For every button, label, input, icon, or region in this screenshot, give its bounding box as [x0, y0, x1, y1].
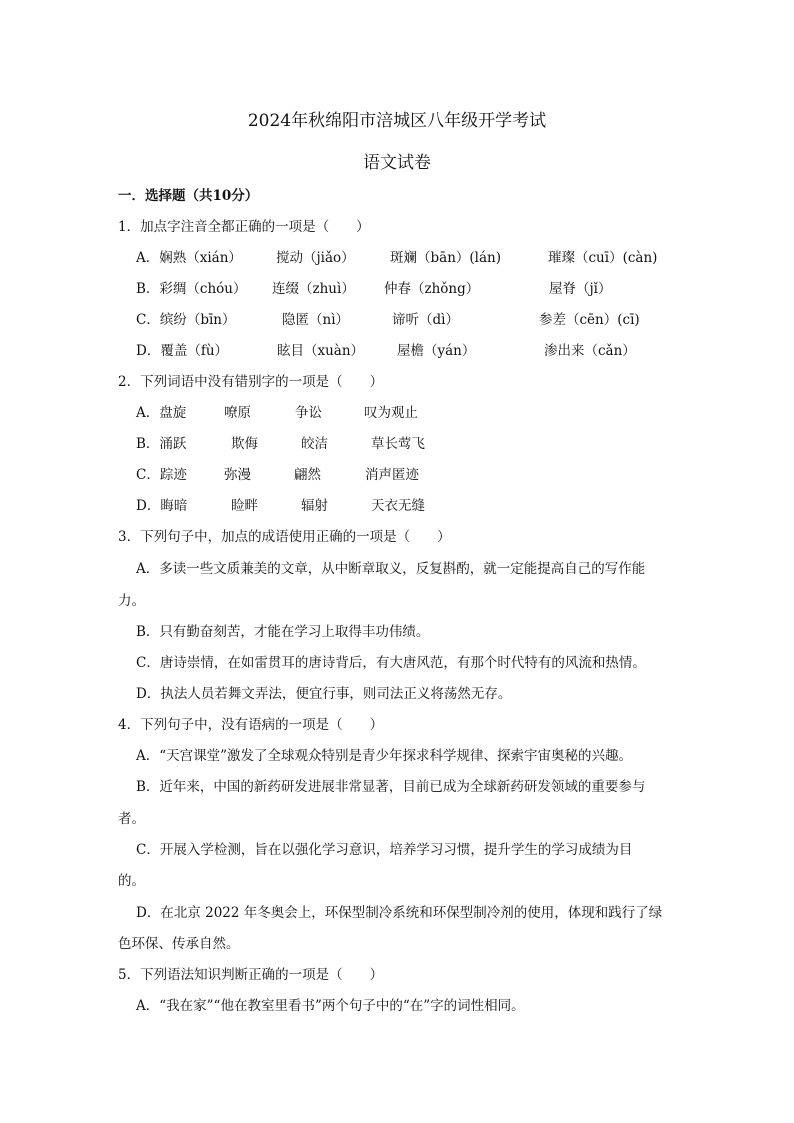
q2-a-item3: 争讼	[295, 405, 322, 421]
q4-option-a: A．“天宫课堂”激发了全球观众特别是青少年探求科学规律、探索宇宙奥秘的兴趣。	[136, 748, 633, 764]
q2-b-item1: B．涌跃	[136, 436, 187, 452]
q1-c-item3: 谛听（dì）	[392, 312, 459, 328]
q3-option-d: D．执法人员若舞文弄法，便宜行事，则司法正义将荡然无存。	[136, 686, 512, 702]
q1-a-item3: 斑斓（bān）(lán)	[390, 250, 501, 266]
q2-b-item4: 草长莺飞	[371, 436, 425, 452]
q4-stem: 4．下列句子中，没有语病的一项是（ ）	[118, 717, 384, 733]
q3-option-a-cont: 力。	[118, 593, 145, 609]
q2-c-item2: 弥漫	[224, 467, 251, 483]
q2-b-item2: 欺侮	[231, 436, 258, 452]
q2-c-item1: C．踪迹	[136, 467, 187, 483]
q1-b-item1: B．彩绸（chóu）	[136, 281, 247, 297]
q2-d-item3: 辐射	[301, 498, 328, 514]
q3-option-b: B．只有勤奋刻苦，才能在学习上取得丰功伟绩。	[136, 624, 430, 640]
q1-c-item4: 参差（cēn）(cī)	[539, 312, 640, 328]
q2-row-d	[136, 497, 556, 515]
q2-row-c	[136, 466, 556, 484]
q5-option-a: A．“我在家”“他在教室里看书”两个句子中的“在”字的词性相同。	[136, 998, 525, 1014]
q3-option-c: C．唐诗崇情，在如雷贯耳的唐诗背后，有大唐风范，有那个时代特有的风流和热情。	[136, 655, 646, 671]
q1-row-d	[136, 342, 736, 360]
q2-d-item1: D．晦暗	[136, 498, 188, 514]
q1-d-item2: 眩目（xuàn）	[277, 343, 365, 359]
q4-option-d: D．在北京 2022 年冬奥会上，环保型制冷系统和环保型制冷剂的使用，体现和践行了绿	[136, 905, 663, 921]
q2-c-item4: 消声匿迹	[365, 467, 419, 483]
q2-row-a	[136, 404, 556, 422]
q2-b-item3: 皎洁	[301, 436, 328, 452]
q1-b-item3: 仲春（zhǒng）	[384, 281, 480, 297]
q1-c-item1: C．缤纷（bīn）	[136, 312, 236, 328]
q1-row-a	[136, 249, 736, 267]
exam-subtitle: 语文试卷	[363, 153, 431, 173]
q1-b-item2: 连缀（zhuì）	[272, 281, 355, 297]
q1-d-item3: 屋檐（yán）	[397, 343, 476, 359]
q2-d-item2: 睑畔	[231, 498, 258, 514]
q1-row-b	[136, 280, 736, 298]
q4-option-b: B．近年来，中国的新药研发进展非常显著，目前已成为全球新药研发领域的重要参与	[136, 779, 646, 795]
section-heading: 一．选择题（共10分）	[118, 188, 259, 204]
q1-a-item4: 璀璨（cuī）(càn)	[548, 250, 658, 266]
q2-a-item1: A．盘旋	[136, 405, 187, 421]
q2-d-item4: 天衣无缝	[371, 498, 425, 514]
q1-b-item4: 屋脊（jǐ）	[549, 281, 612, 297]
q2-c-item3: 翩然	[294, 467, 321, 483]
q1-d-item4: 渗出来（cǎn）	[544, 343, 636, 359]
q1-a-item1: A．娴熟（xián）	[136, 250, 242, 266]
q3-stem: 3．下列句子中，加点的成语使用正确的一项是（ ）	[118, 529, 451, 545]
q2-stem: 2．下列词语中没有错别字的一项是（ ）	[118, 374, 384, 390]
q4-option-d-cont: 色环保、传承自然。	[118, 936, 240, 952]
q1-row-c	[136, 311, 736, 329]
q2-a-item4: 叹为观止	[364, 405, 418, 421]
q2-row-b	[136, 435, 556, 453]
q5-stem: 5．下列语法知识判断正确的一项是（ ）	[118, 967, 384, 983]
q4-option-b-cont: 者。	[118, 811, 145, 827]
q1-d-item1: D．覆盖（fù）	[136, 343, 229, 359]
q4-option-c: C．开展入学检测，旨在以强化学习意识，培养学习习惯，提升学生的学习成绩为目	[136, 842, 633, 858]
q2-a-item2: 嘹原	[224, 405, 251, 421]
q1-stem: 1．加点字注音全都正确的一项是（ ）	[118, 219, 370, 235]
q3-option-a: A．多读一些文质兼美的文章，从中断章取义，反复斟酌，就一定能提高自己的写作能	[136, 561, 646, 577]
exam-title: 2024年秋绵阳市涪城区八年级开学考试	[247, 111, 547, 131]
q4-option-c-cont: 的。	[118, 873, 145, 889]
q1-a-item2: 搅动（jiǎo）	[276, 250, 355, 266]
q1-c-item2: 隐匿（nì）	[282, 312, 350, 328]
